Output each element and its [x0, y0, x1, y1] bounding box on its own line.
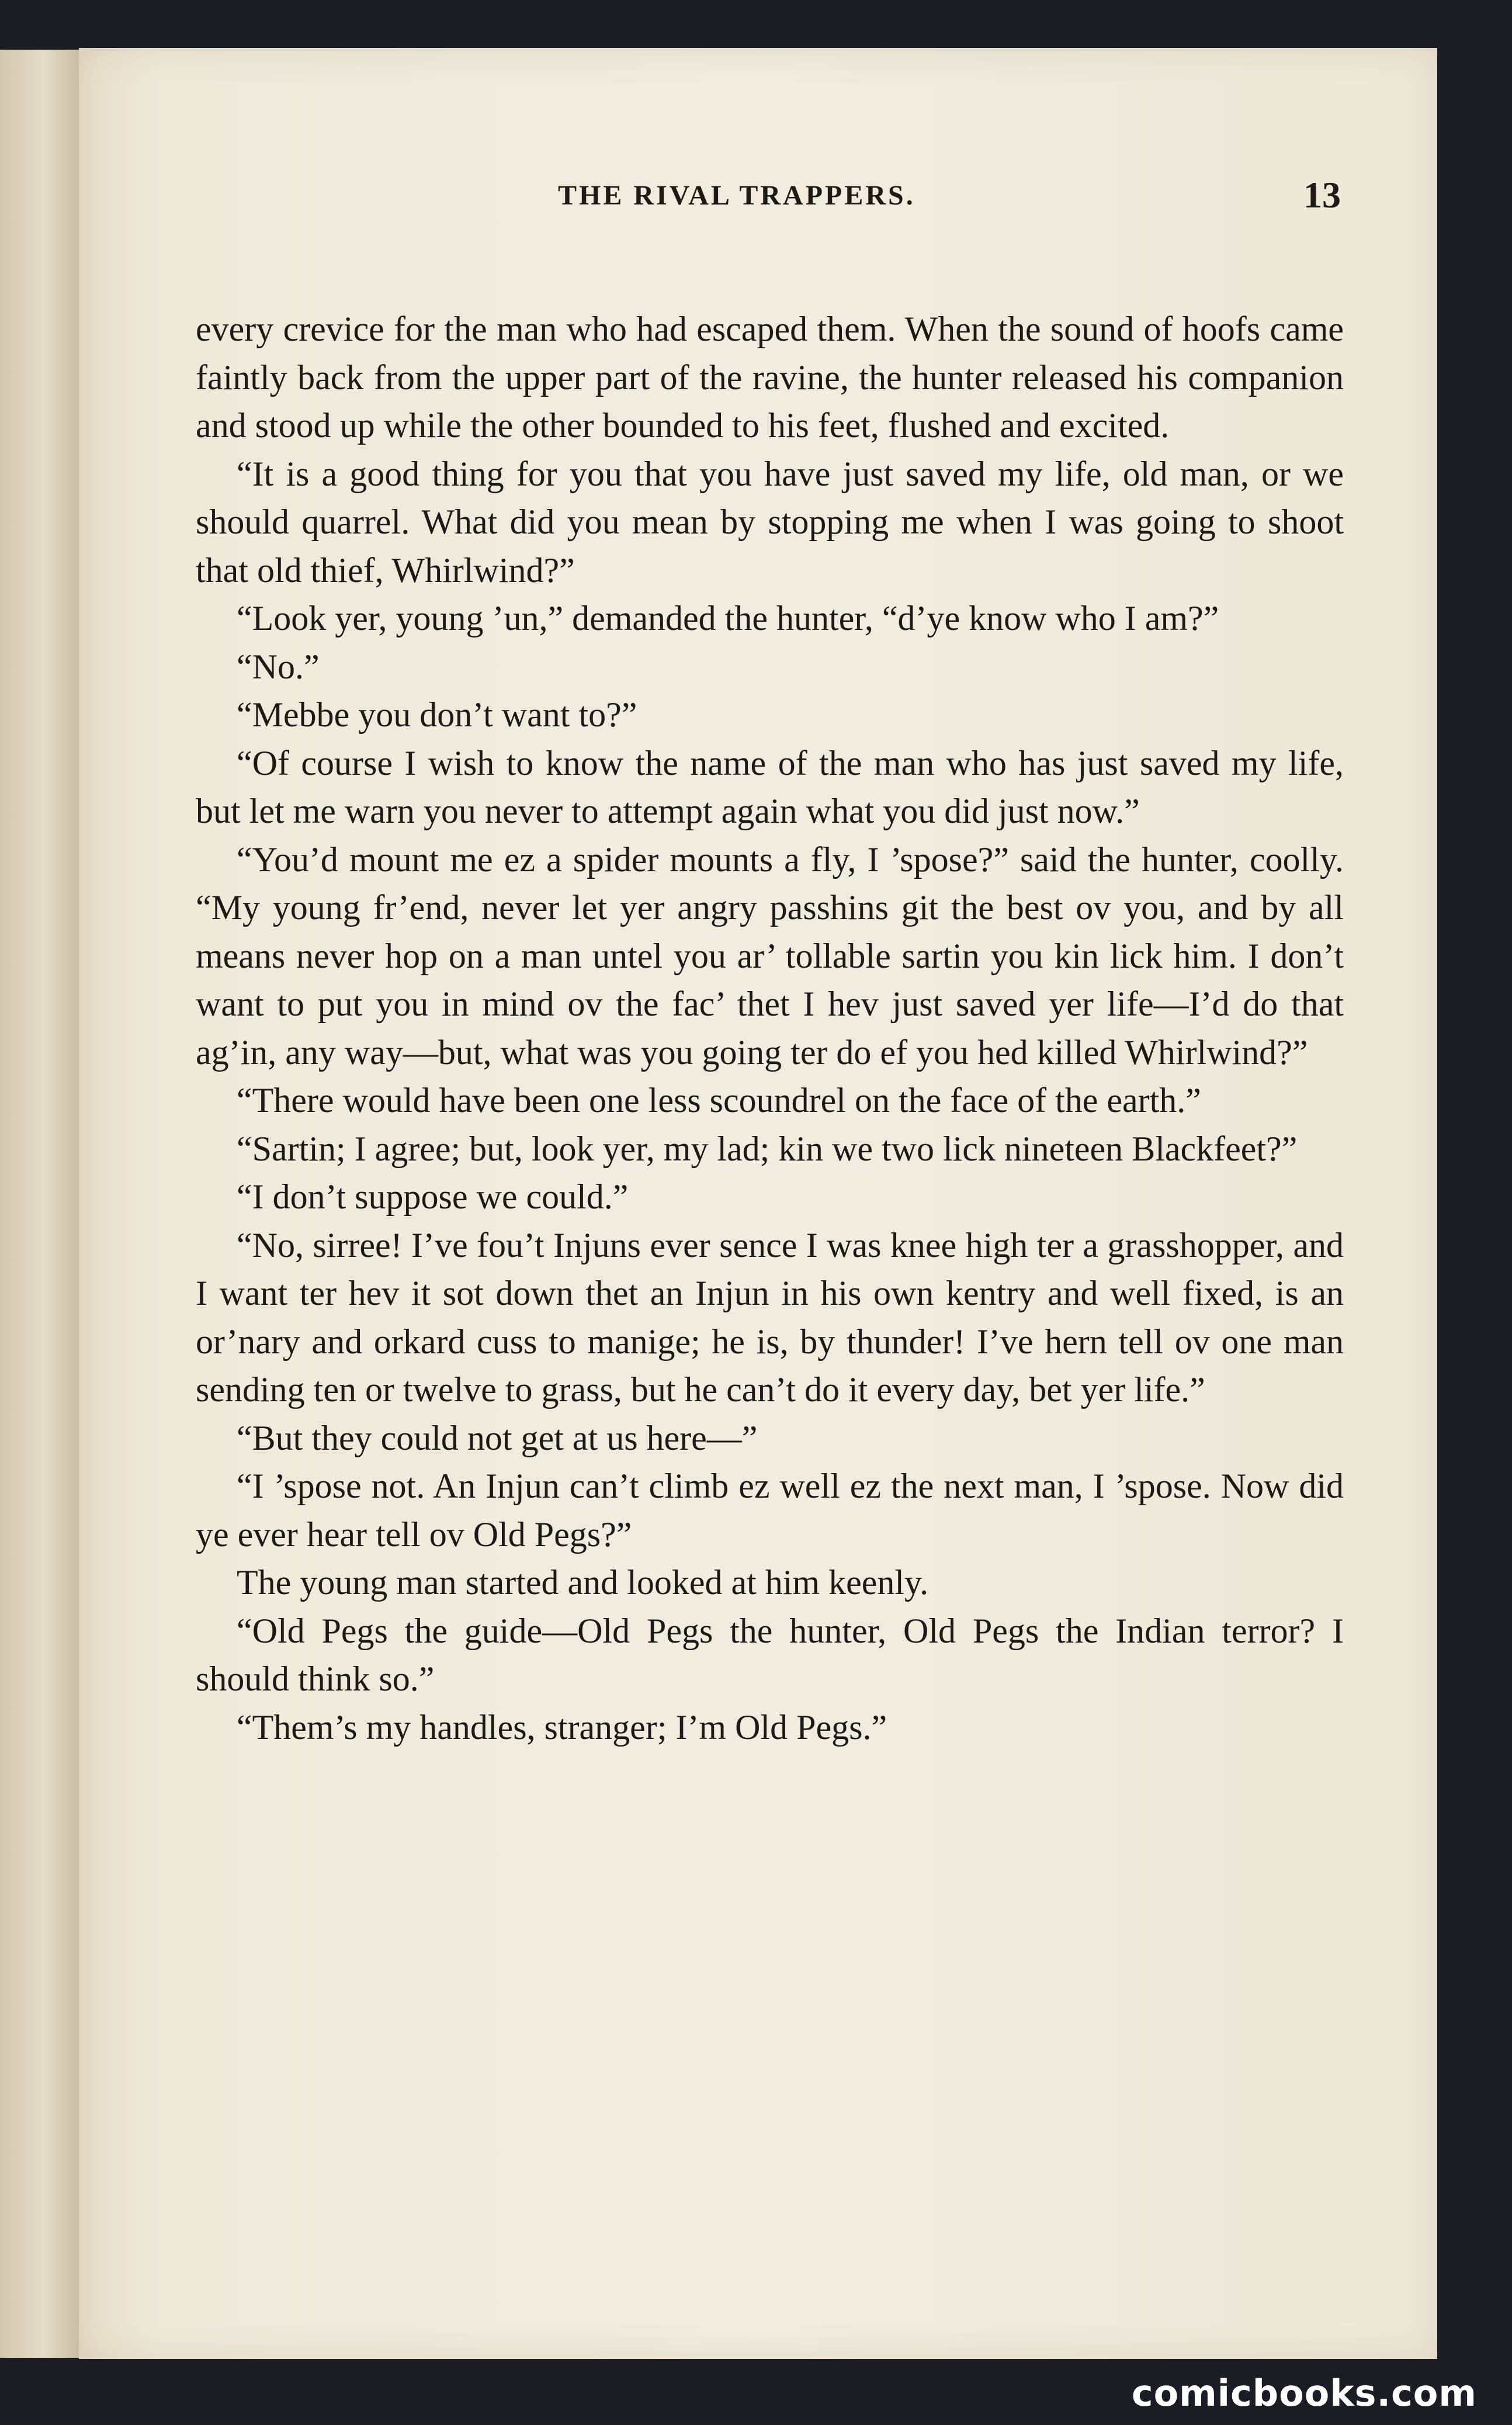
paragraph: “I ’spose not. An Injun can’t climb ez well ez the next man, I ’spose. Now did ye ever hear tell ov Old Pegs?” — [196, 1467, 1344, 1554]
facing-page-edge — [0, 50, 79, 2358]
paragraph: “Them’s my handles, stranger; I’m Old Pegs.” — [237, 1707, 887, 1747]
watermark: comicbooks.com — [1131, 2372, 1477, 2414]
paragraph: “Sartin; I agree; but, look yer, my lad; kin we two lick nineteen Blackfeet?” — [237, 1129, 1298, 1168]
running-head — [79, 174, 1341, 226]
paragraph: “But they could not get at us here—” — [237, 1418, 758, 1457]
paragraph: “It is a good thing for you that you have just saved my life, old man, or we should quarrel. What did you mean by stopping me when I was going to shoot that old thief, Whirlwind?” — [196, 454, 1344, 590]
page-number: 13 — [1303, 174, 1341, 216]
paragraph: “Of course I wish to know the name of the man who has just saved my life, but let me warn you never to attempt again what you did just now.” — [196, 743, 1344, 830]
paragraph: “Look yer, young ’un,” demanded the hunter, “d’ye know who I am?” — [237, 599, 1219, 638]
book-page — [79, 48, 1437, 2359]
paragraph: “I don’t suppose we could.” — [237, 1177, 629, 1216]
paragraph: “Old Pegs the guide—Old Pegs the hunter, Old Pegs the Indian terror? I should think so.” — [196, 1611, 1344, 1698]
paragraph: “There would have been one less scoundrel on the face of the earth.” — [237, 1081, 1201, 1120]
paragraph: “Mebbe you don’t want to?” — [237, 695, 637, 734]
paragraph: “No, sirree! I’ve fou’t Injuns ever sence I was knee high ter a grasshopper, and I want ter hev it sot down thet an Injun in his own kentry and well fixed, is an or’nary and orkard cuss to manige; he is, by thunder! I’ve hern tell ov one man sending ten or twelve to grass, but he can’t do it every day, bet yer life.” — [196, 1225, 1344, 1409]
paragraph: every crevice for the man who had escaped them. When the sound of hoofs came faintly back from the upper part of the ravine, the hunter released his companion and stood up while the other bounded to his feet, flushed and excited. — [196, 310, 1344, 445]
paragraph: The young man started and looked at him keenly. — [237, 1563, 929, 1602]
running-title: THE RIVAL TRAPPERS. — [558, 180, 915, 211]
paragraph: “No.” — [237, 647, 320, 686]
body-text — [196, 305, 1344, 1751]
paragraph: “You’d mount me ez a spider mounts a fly, I ’spose?” said the hunter, coolly. “My young fr’end, never let yer angry passhins git the best ov you, and by all means never hop on a man untel you ar’ tollable sartin you kin lick him. I don’t want to put you in mind ov the fac’ thet I hev just saved yer life—I’d do that ag’in, any way—but, what was you going ter do ef you hed killed Whirlwind?” — [196, 840, 1344, 1072]
